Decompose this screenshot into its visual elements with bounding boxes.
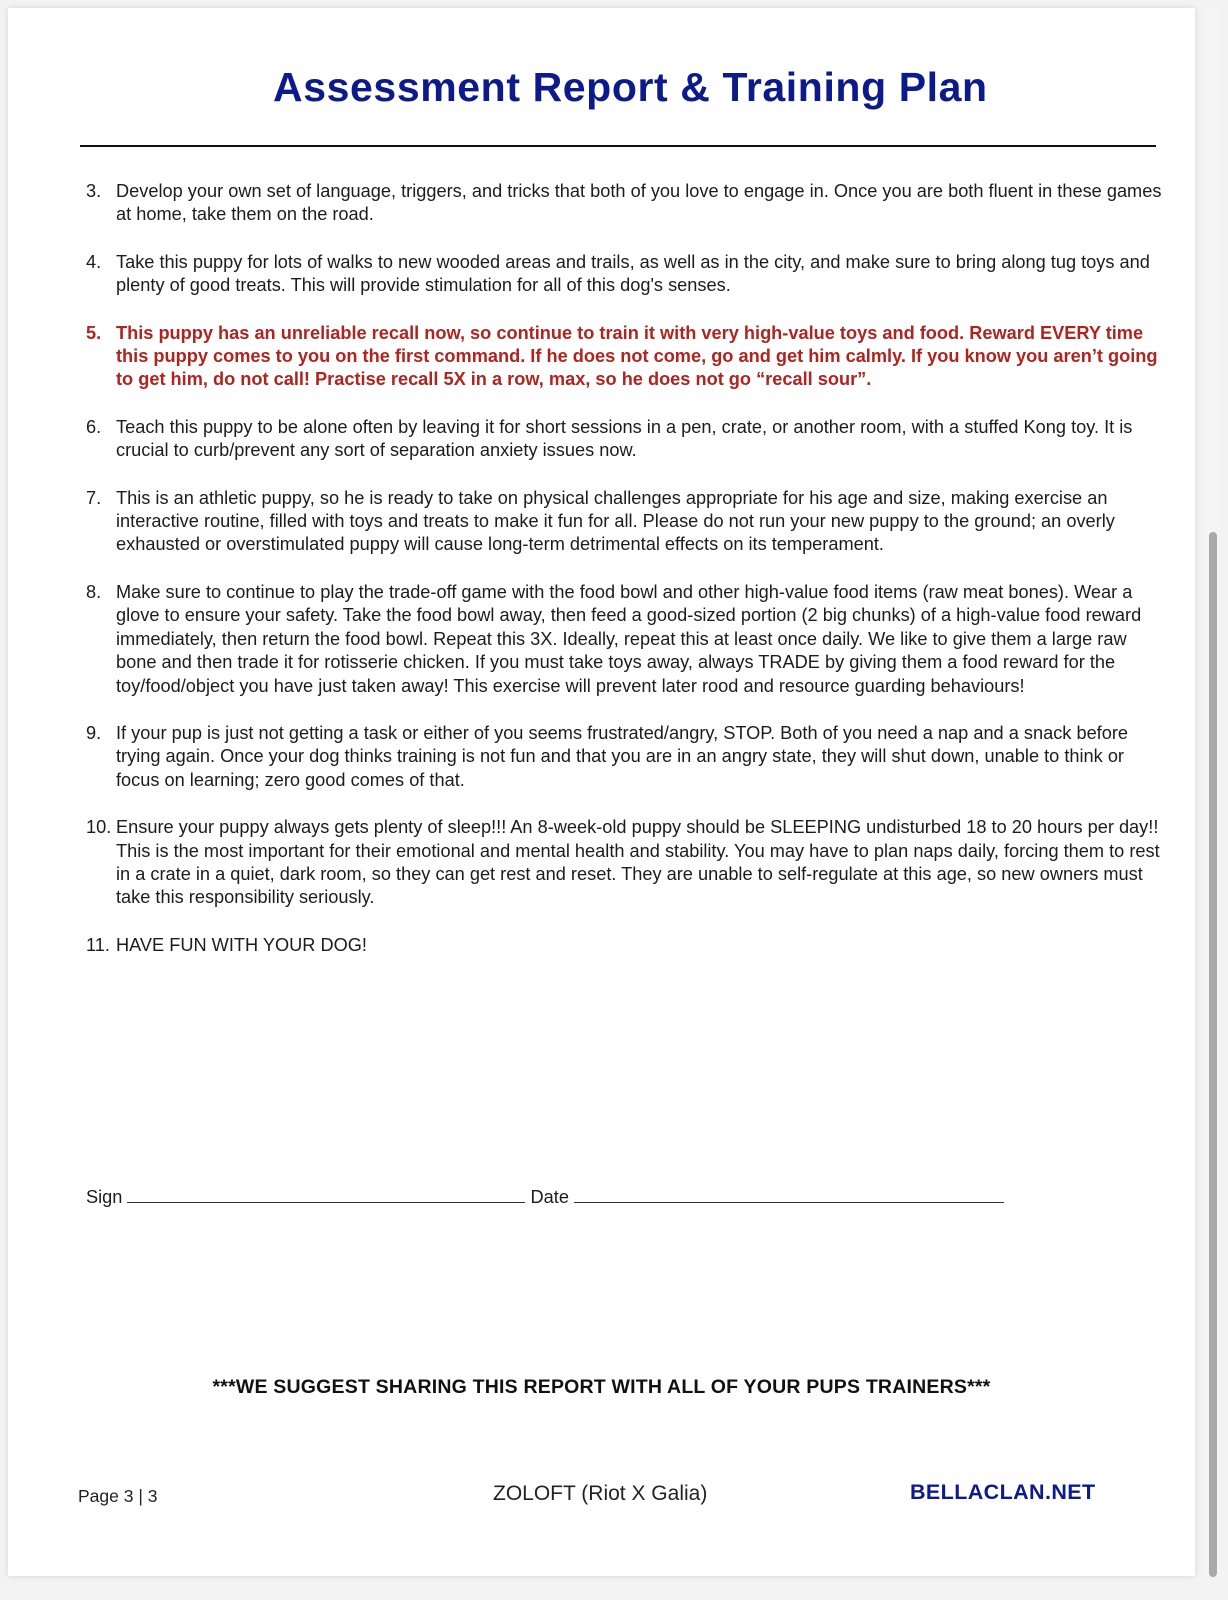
document-page <box>8 8 1195 1576</box>
item-text: Make sure to continue to play the trade-off game with the food bowl and other high-value food items (raw meat bones). Wear a glove to ensure your safety. Take the food bowl away, then feed a good-sized portion (2 big chunks) of a high-value food reward immediately, then return the food bowl. Repeat this 3X. Ideally, repeat this at least once daily. We like to give them a large raw bone and then trade it for rotisserie chicken. If you must take toys away, always TRADE by giving them a food reward for the toy/food/object you have just taken away! This exercise will prevent later rood and resource guarding behaviours! <box>116 581 1142 696</box>
item-text: Develop your own set of language, triggers, and tricks that both of you love to engage in. Once you are both fluent in these games at home, take them on the road. <box>116 181 1162 225</box>
item-number: 4. <box>86 251 102 272</box>
website-link[interactable]: BELLACLAN.NET <box>910 1480 1096 1504</box>
item-text: Ensure your puppy always gets plenty of sleep!!! An 8-week-old puppy should be SLEEPING undisturbed 18 to 20 hours per day!! This is the most important for their emotional and mental health and stability. You may have to plan naps daily, forcing them to rest in a crate in a quiet, dark room, so they can get rest and reset. They are unable to self-regulate at this age, so new owners must take this responsibility seriously. <box>116 817 1160 908</box>
item-text: This is an athletic puppy, so he is ready to take on physical challenges appropriate for his age and size, making exercise an interactive routine, filled with toys and treats to make it fun for all. Please do not run your new puppy to the ground; an overly exhausted or overstimulated puppy will cause long-term detrimental effects on its temperament. <box>116 487 1115 555</box>
list-item-6 <box>78 416 1163 463</box>
item-number: 3. <box>86 181 102 201</box>
sharing-notice: ***WE SUGGEST SHARING THIS REPORT WITH ALL OF YOUR PUPS TRAINERS*** <box>212 1376 991 1398</box>
item-text: Take this puppy for lots of walks to new wooded areas and trails, as well as in the city, and make sure to bring along tug toys and plenty of good treats. This will provide stimulation for all of this dog's senses. <box>116 251 1150 296</box>
list-item-7 <box>78 487 1163 557</box>
item-text: HAVE FUN WITH YOUR DOG! <box>116 934 367 955</box>
item-text: If your pup is just not getting a task or either of you seems frustrated/angry, STOP. Both of you need a nap and a snack before trying again. Once your dog thinks training is not fun and that you are in an angry state, they will shut down, unable to think or focus on learning; zero good comes of that. <box>116 722 1129 790</box>
item-number: 11. <box>86 934 110 955</box>
item-text: This puppy has an unreliable recall now, so continue to train it with very high-value toys and food. Reward EVERY time this puppy comes to you on the first command. If he does not come, go and get him calmly. If you know you aren’t going to get him, do not call! Practise recall 5X in a row, max, so he does not go “recall sour”. <box>116 322 1158 390</box>
sign-field[interactable] <box>127 1186 525 1203</box>
training-plan-list <box>78 180 1163 981</box>
item-text: Teach this puppy to be alone often by leaving it for short sessions in a pen, crate, or another room, with a stuffed Kong toy. It is crucial to curb/prevent any sort of separation anxiety issues now. <box>116 416 1133 461</box>
item-number: 8. <box>86 581 102 602</box>
title-divider <box>80 145 1156 147</box>
sign-label: Sign <box>86 1187 123 1207</box>
list-item-8 <box>78 581 1163 698</box>
dog-name: ZOLOFT (Riot X Galia) <box>493 1482 708 1505</box>
list-item-3 <box>78 180 1163 227</box>
page-number: Page 3 | 3 <box>78 1486 158 1506</box>
list-item-4 <box>78 251 1163 298</box>
scrollbar-thumb[interactable] <box>1209 532 1217 1577</box>
item-number: 7. <box>86 487 102 508</box>
list-item-5-highlighted <box>78 322 1163 392</box>
date-label: Date <box>530 1187 569 1207</box>
item-number: 9. <box>86 722 102 743</box>
list-item-11 <box>78 934 1163 957</box>
date-field[interactable] <box>574 1186 1004 1203</box>
list-item-9 <box>78 722 1163 792</box>
page-title: Assessment Report & Training Plan <box>273 64 988 110</box>
item-number: 5. <box>86 322 102 343</box>
list-item-10 <box>78 816 1163 910</box>
item-number: 10. <box>86 817 112 838</box>
signature-row <box>86 1186 1004 1208</box>
item-number: 6. <box>86 416 102 437</box>
